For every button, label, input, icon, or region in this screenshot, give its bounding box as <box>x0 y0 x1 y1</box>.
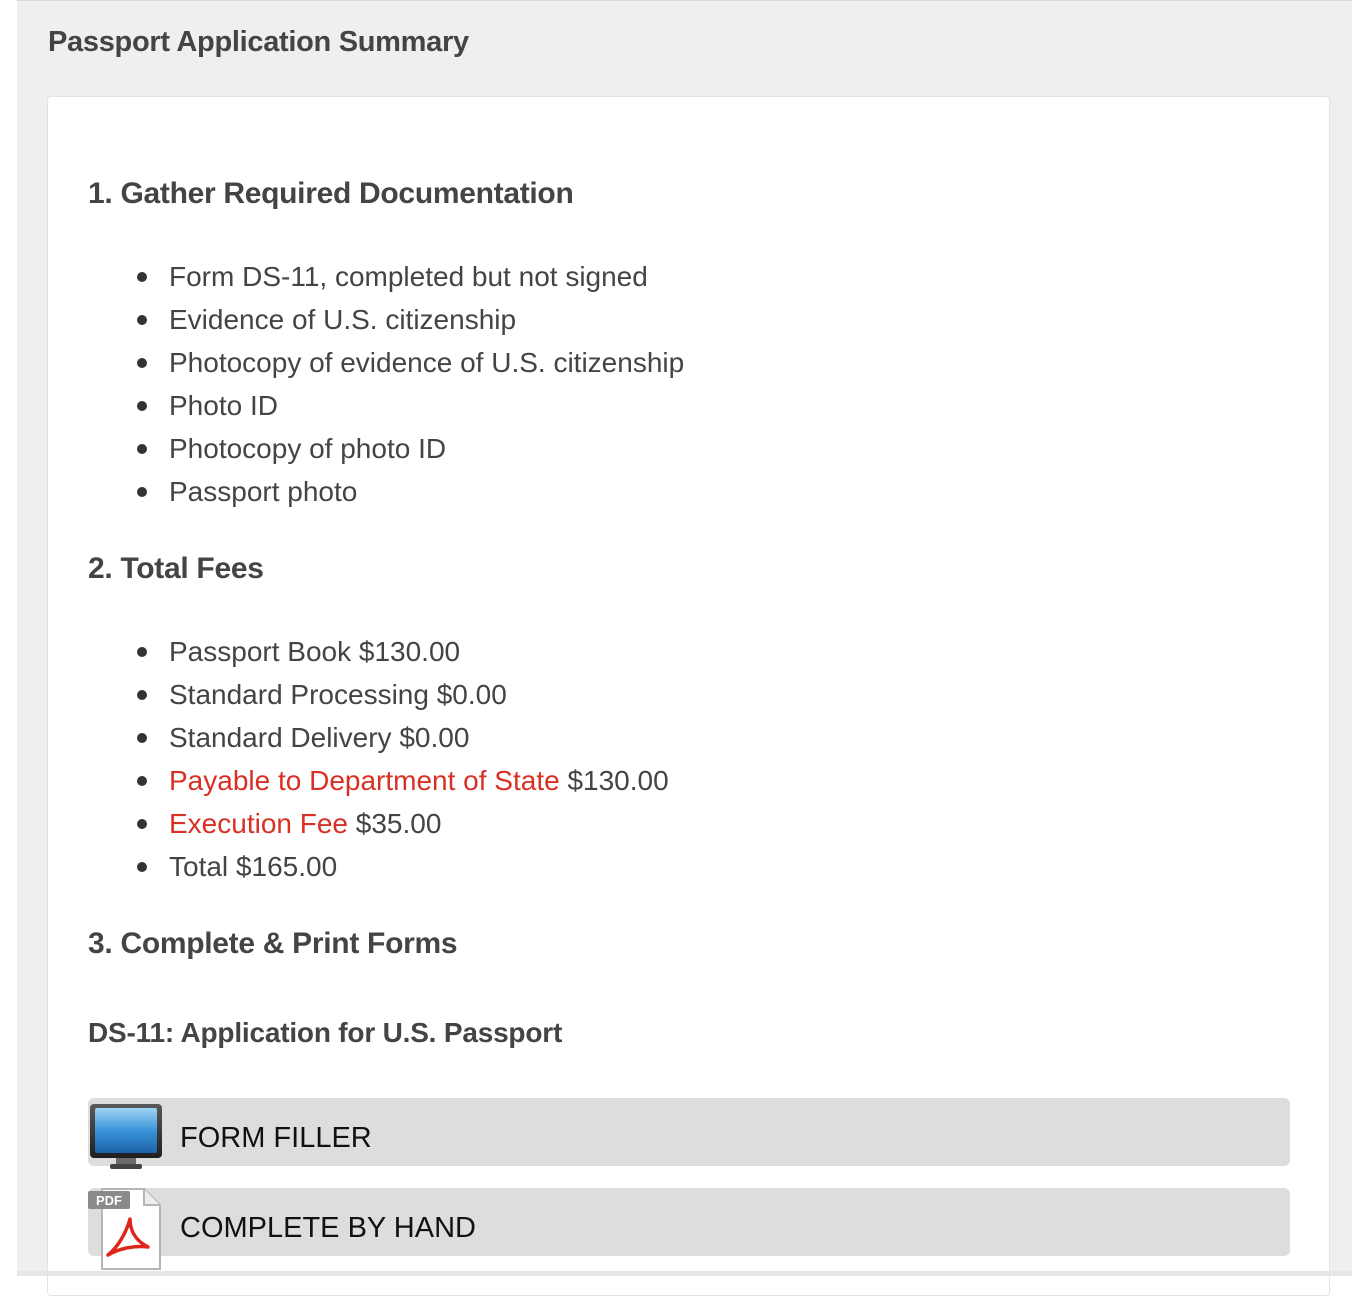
fee-item-passport-book: Passport Book $130.00 <box>137 630 669 673</box>
fee-highlight-label: Payable to Department of State <box>169 765 560 796</box>
bullet-icon <box>137 862 147 872</box>
fee-highlight-label: Execution Fee <box>169 808 348 839</box>
bottom-border <box>17 1271 1352 1276</box>
list-item: Evidence of U.S. citizenship <box>137 298 684 341</box>
complete-by-hand-button[interactable] <box>88 1188 1290 1256</box>
summary-card <box>47 96 1330 1296</box>
forms-heading: 3. Complete & Print Forms <box>88 927 458 960</box>
bullet-icon <box>137 776 147 786</box>
fees-list <box>137 630 669 888</box>
list-item: Form DS-11, completed but not signed <box>137 255 684 298</box>
svg-text:PDF: PDF <box>96 1193 122 1208</box>
list-item: Passport photo <box>137 470 684 513</box>
list-item: Photo ID <box>137 384 684 427</box>
list-item: Photocopy of photo ID <box>137 427 684 470</box>
bullet-icon <box>137 315 147 325</box>
fee-item-execution-fee: Execution Fee $35.00 <box>137 802 669 845</box>
fee-item-standard-delivery: Standard Delivery $0.00 <box>137 716 669 759</box>
bullet-icon <box>137 272 147 282</box>
bullet-icon <box>137 690 147 700</box>
form-filler-label: FORM FILLER <box>180 1122 372 1154</box>
bullet-icon <box>137 401 147 411</box>
bullet-icon <box>137 647 147 657</box>
bullet-icon <box>137 358 147 368</box>
complete-by-hand-label: COMPLETE BY HAND <box>180 1212 476 1244</box>
page-title: Passport Application Summary <box>48 26 469 58</box>
summary-panel <box>17 0 1352 1276</box>
bullet-icon <box>137 444 147 454</box>
fee-item-total: Total $165.00 <box>137 845 669 888</box>
fee-item-standard-processing: Standard Processing $0.00 <box>137 673 669 716</box>
documentation-heading: 1. Gather Required Documentation <box>88 177 574 210</box>
bullet-icon <box>137 733 147 743</box>
pdf-icon <box>88 1185 166 1278</box>
form-title: DS-11: Application for U.S. Passport <box>88 1017 563 1048</box>
monitor-icon <box>88 1102 166 1177</box>
documentation-list <box>137 255 684 513</box>
form-filler-button[interactable] <box>88 1098 1290 1166</box>
bullet-icon <box>137 819 147 829</box>
fees-heading: 2. Total Fees <box>88 552 264 585</box>
page-gutter <box>0 0 17 1276</box>
fee-item-payable-to-state: Payable to Department of State $130.00 <box>137 759 669 802</box>
list-item: Photocopy of evidence of U.S. citizenship <box>137 341 684 384</box>
bullet-icon <box>137 487 147 497</box>
